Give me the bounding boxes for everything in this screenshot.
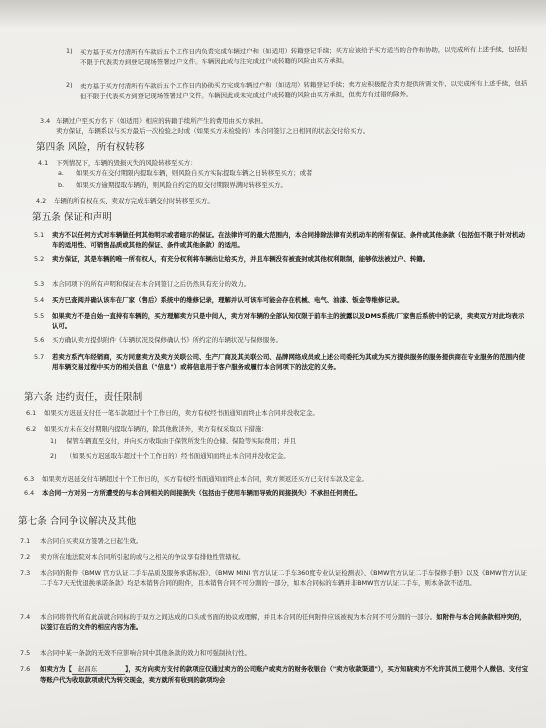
- clause-6-2-text: 如果买方未在交付期限内提取车辆的，除其他救济外，卖方有权采取以下措施：: [44, 425, 268, 433]
- clause-4-1-text: 下列情况下，车辆的毁损灭失的风险转移至买方：: [56, 159, 197, 167]
- clause-4-2-text: 车辆的所有权在买、卖双方完成车辆交付时转移至买方。: [54, 197, 214, 205]
- clause-7-3-text: 本合同的附件《BMW 官方认证二手车品质及服务承诺标准》、《BMW MINI 官方认证二手车360度专业认证检测表》、《BMW官方认证二手车保修手册》以及《BMW官方认证二手车7天无忧退换承诺条款》均是本销售合同的附件，且本销售合同不可分割的一部分，如本合同标的车辆并非BMW官方认证二手车，则本条款不适用。: [40, 569, 528, 588]
- item-2-text: 卖方基于买方付清所有车款后五个工作日内协助买方完成车辆过户和（如适用）转籍登记手续；卖方应积极配合卖方提供所需文件，以完成所有上述手续，包括但不限于代表买方到登记现场签署过户文件。车辆因此或未完成过户或转籍的风险由买方承担，但卖方有过错的除外。: [79, 79, 528, 101]
- clause-3-4-text-1: 车辆过户至买方名下（如适用）相应的转籍手续所产生的费用由买方承担。: [56, 117, 267, 125]
- clause-7-5-number: 7.5: [20, 649, 31, 657]
- clause-6-1-text: 如果买方迟延支付任一笔车款超过十个工作日的，卖方有权经书面通知而终止本合同并没收定金。: [44, 409, 319, 417]
- item-2-number: 2): [66, 81, 73, 89]
- clause-7-6-number: 7.6: [20, 665, 31, 673]
- clause-7-2-number: 7.2: [20, 553, 31, 561]
- item-1-text: 买方基于买方付清所有车款后五个工作日内负责完成车辆过户和（如适用）转籍登记手续；买方应该给予买方适当的合作和协助，以完成所有上述手续，包括但不限于代表卖方到登记现场签署过户文件。车辆因此或与注完成过户或转籍的风险由买方承担。: [79, 45, 528, 67]
- clause-4-1-a-number: a.: [58, 169, 64, 177]
- clause-5-1-number: 5.1: [34, 231, 45, 239]
- clause-6-4-number: 6.4: [24, 489, 35, 497]
- clause-7-1-number: 7.1: [20, 537, 31, 545]
- clause-6-2-1-text: 保管车辆直至交付，并向买方收取由于保管所发生的仓储、保险等实际费用；并且: [66, 437, 297, 445]
- clause-5-3-text: 本合同项下的所有声明和保证在本合同签订之后仍然具有充分的效力。: [52, 280, 251, 288]
- item-1-number: 1): [66, 47, 73, 55]
- clause-6-2-2-number: 2): [50, 452, 57, 460]
- clause-7-2-text: 卖方所在地法院对本合同所引起的或与之相关的争议享有排他性管辖权。: [40, 553, 245, 561]
- clause-7-4-number: 7.4: [20, 613, 31, 621]
- clause-7-1-text: 本合同自买卖双方签署之日起生效。: [40, 537, 143, 545]
- clause-5-6-number: 5.6: [34, 336, 45, 344]
- clause-7-6-text: [40, 664, 528, 685]
- clause-7-3-number: 7.3: [20, 569, 31, 577]
- clause-4-1-b-text: 如果买方逾期提取车辆的，则风险自约定的原交付期限界满时转移至买方。: [76, 181, 287, 189]
- clause-5-5-number: 5.5: [34, 312, 45, 320]
- section-6-heading: 第六条 违约责任，责任限制: [24, 392, 143, 403]
- clause-5-7-number: 5.7: [34, 353, 45, 361]
- clause-6-2-2-text: （如果买方迟延取车超过十个工作日的）经书面通知而终止本合同并没收定金。: [66, 452, 290, 460]
- clause-5-6-text: 买方确认卖方提供附件《车辆状况及保修确认书》所约定的车辆状况与保修服务。: [52, 336, 283, 344]
- clause-4-1-a-text: 如果买方在交付期限内提取车辆，则风险自买方实际提取车辆之日转移至买方；或者: [76, 169, 313, 177]
- clause-7-4-text-regular: 本合同将替代所有此前就合同标的于双方之间达成的口头或书面的协议或理解，并且本合同的任何附件应该被视为本合同不可分割的一部分。: [40, 613, 437, 621]
- clause-5-4-text: 买方已查阅并确认该车在厂家（售后）系统中的维修记录，理解并认可该车可能会存在机械、电气、油漆、钣金等维修记录。: [52, 296, 404, 304]
- clause-3-4-number: 3.4: [40, 117, 51, 125]
- clause-6-3-number: 6.3: [24, 475, 35, 483]
- clause-5-1-text: 卖方不以任何方式对车辆做任何其他明示或者暗示的保证。在法律许可的最大范围内，本合同排除法律有关机动车的所有保证、条件或其他条款（包括但不限于针对机动车的适用性、可销售品质或其他的保证、条件或其他条款）的适用。: [52, 231, 525, 250]
- section-7-heading: 第七条 合同争议解决及其他: [18, 516, 137, 527]
- clause-5-7-text: 若卖方系汽车经销商，买方同意卖方及卖方关联公司、生产厂商及其关联公司、品牌网络成员或上述公司委托为其或为买方提供服务的服务提供商在专业服务的范围内使用车辆交易过程中买方的相关信息（"信息"）或将信息用于客户服务或履行本合同项下的法定的义务。: [52, 353, 525, 372]
- clause-7-4-text: [40, 612, 528, 632]
- seller-name-field: 赵昌东: [72, 664, 125, 675]
- clause-7-4-text-bold: 如附件与本合同条款相冲突的，以签订在后的文件的相应内容为准。: [40, 613, 526, 632]
- clause-7-6-suffix: 】，买方向卖方支付的款项应仅通过卖方的公司账户或卖方的财务收银台（"卖方收款渠道"），买方知晓卖方不允许其员工使用个人微信、支付宝等账户代为收取款项或代为转交现金，卖方就所有收到的款项均会: [40, 665, 528, 685]
- clause-4-2-number: 4.2: [36, 197, 47, 205]
- clause-3-4-text-2: 卖方保证，车辆系以与买方最后一次检验之时或（如果买方未检验的）本合同签订之日相同的状态交付给买方。: [56, 127, 370, 135]
- clause-6-1-number: 6.1: [26, 409, 37, 417]
- clause-4-1-number: 4.1: [38, 159, 49, 167]
- clause-4-1-b-number: b.: [58, 181, 65, 189]
- clause-5-5-text: 如果卖方不是自始一直持有车辆的，买方理解卖方只是中间人，卖方对车辆的全部认知仅限于前车主的披露以及DMS系统/厂家售后系统中的记录，卖卖双方对此均表示认可。: [52, 312, 525, 331]
- section-5-heading: 第五条 保证和声明: [32, 212, 112, 223]
- clause-6-3-text: 如果卖方迟延交付车辆超过十个工作日的，买方有权经书面通知而终止本合同，卖方须返还买方已支付车款及定金。: [42, 475, 368, 483]
- clause-5-2-text: 卖方保证，其是车辆的唯一所有权人，有充分权利将车辆出让给买方，并且车辆没有被查封或其他权利限制，能够依法被过户、转籍。: [52, 255, 430, 263]
- clause-6-2-1-number: 1): [50, 437, 57, 445]
- section-4-heading: 第四条 风险，所有权转移: [36, 142, 145, 153]
- clause-6-4-text: 本合同一方对另一方所遭受的与本合同相关的间接损失（包括由于使用车辆而导致的间接损失）不承担任何责任。: [42, 489, 362, 497]
- clause-5-3-number: 5.3: [34, 280, 45, 288]
- clause-5-4-number: 5.4: [34, 296, 45, 304]
- clause-7-5-text: 本合同中某一条款的无效不应影响合同中其他条款的效力和可强制执行性。: [40, 649, 251, 657]
- clause-5-2-number: 5.2: [34, 255, 45, 263]
- clause-7-6-prefix: 如卖方为【: [40, 665, 72, 673]
- clause-6-2-number: 6.2: [26, 425, 37, 433]
